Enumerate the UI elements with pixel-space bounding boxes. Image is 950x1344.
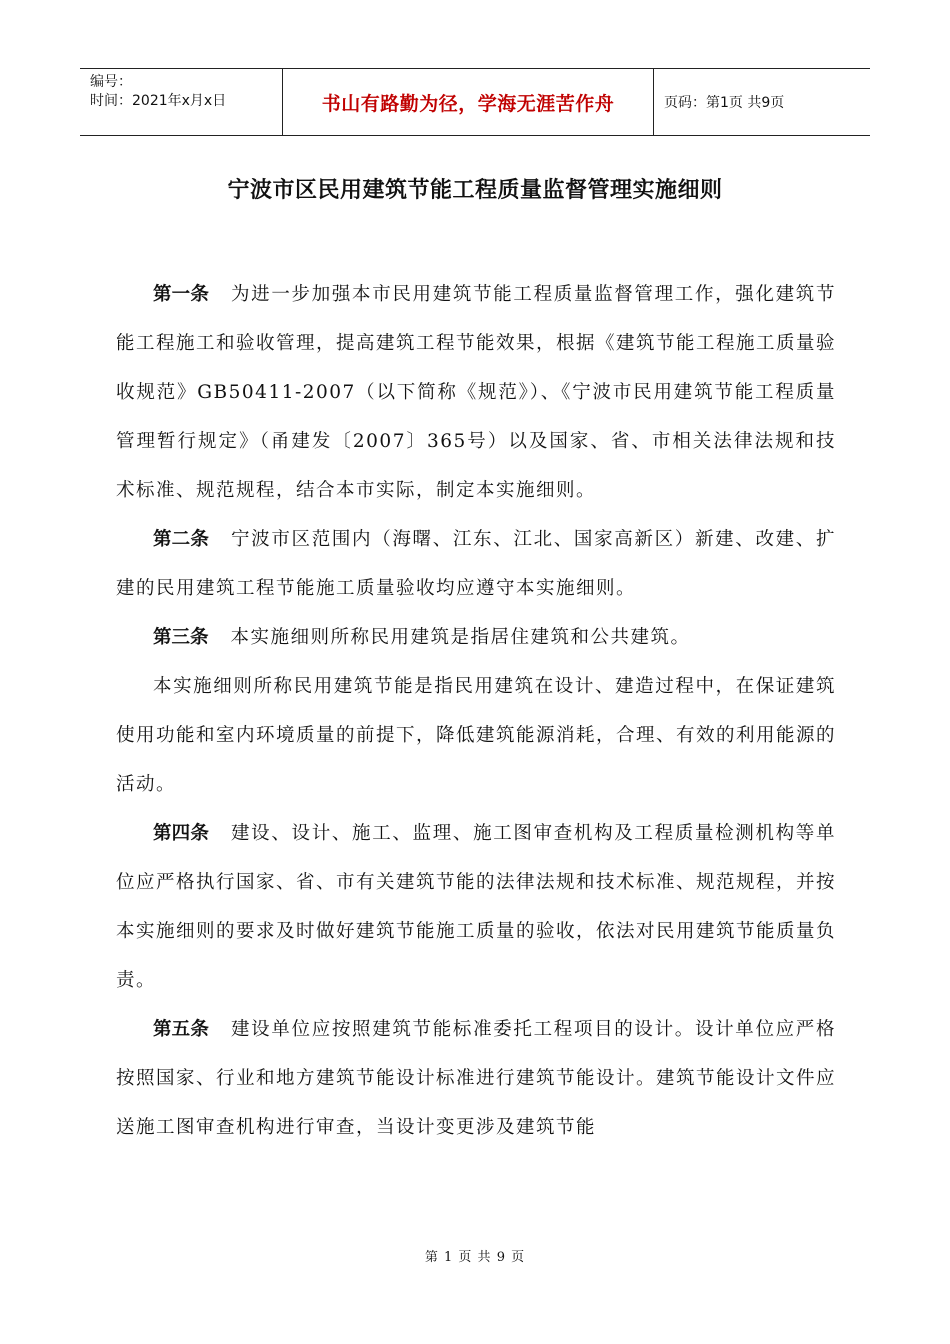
paragraph xyxy=(116,270,836,515)
article-heading: 第三条 xyxy=(153,627,209,648)
document-body xyxy=(116,270,836,1152)
paragraph-text: 为进一步加强本市民用建筑节能工程质量监督管理工作，强化建筑节能工程施工和验收管理，提高建筑工程节能效果，根据《建筑节能工程施工质量验收规范》GB50411-2007（以下简称《规范》）、《宁波市民用建筑节能工程质量管理暂行规定》（甬建发〔2007〕365号）以及国家、省、市相关法律法规和技术标准、规范规程，结合本市实际，制定本实施细则。 xyxy=(116,284,837,501)
paragraph-text: 本实施细则所称民用建筑是指居住建筑和公共建筑。 xyxy=(230,627,691,648)
paragraph-text: 本实施细则所称民用建筑节能是指民用建筑在设计、建造过程中，在保证建筑使用功能和室内环境质量的前提下，降低建筑能源消耗，合理、有效的利用能源的活动。 xyxy=(116,676,837,795)
paragraph xyxy=(116,1005,836,1152)
header-motto: 书山有路勤为径，学海无涯苦作舟 xyxy=(282,69,654,135)
paragraph-text: 建设单位应按照建筑节能标准委托工程项目的设计。设计单位应严格按照国家、行业和地方建筑节能设计标准进行建筑节能设计。建筑节能设计文件应送施工图审查机构进行审查，当设计变更涉及建筑节能 xyxy=(116,1019,837,1138)
header-page-code: 页码：第1页 共9页 xyxy=(664,95,785,111)
article-heading: 第四条 xyxy=(153,823,210,844)
paragraph-text: 宁波市区范围内（海曙、江东、江北、国家高新区）新建、改建、扩建的民用建筑工程节能施工质量验收均应遵守本实施细则。 xyxy=(116,529,836,599)
page-footer: 第 1 页 共 9 页 xyxy=(424,1250,526,1265)
paragraph xyxy=(116,613,836,662)
article-heading: 第五条 xyxy=(153,1019,210,1040)
paragraph-text: 建设、设计、施工、监理、施工图审查机构及工程质量检测机构等单位应严格执行国家、省、市有关建筑节能的法律法规和技术标准、规范规程，并按本实施细则的要求及时做好建筑节能施工质量的验收，依法对民用建筑节能质量负责。 xyxy=(116,823,837,991)
paragraph xyxy=(116,809,836,1005)
paragraph xyxy=(116,662,836,809)
paragraph xyxy=(116,515,836,613)
document-number-label: 编号： xyxy=(90,74,132,90)
document-time-label: 时间：2021年x月x日 xyxy=(90,93,227,109)
article-heading: 第二条 xyxy=(153,529,210,550)
article-heading: 第一条 xyxy=(153,284,210,305)
document-title: 宁波市区民用建筑节能工程质量监督管理实施细则 xyxy=(227,177,723,203)
document-header xyxy=(80,68,870,136)
header-info-cell xyxy=(80,69,282,135)
